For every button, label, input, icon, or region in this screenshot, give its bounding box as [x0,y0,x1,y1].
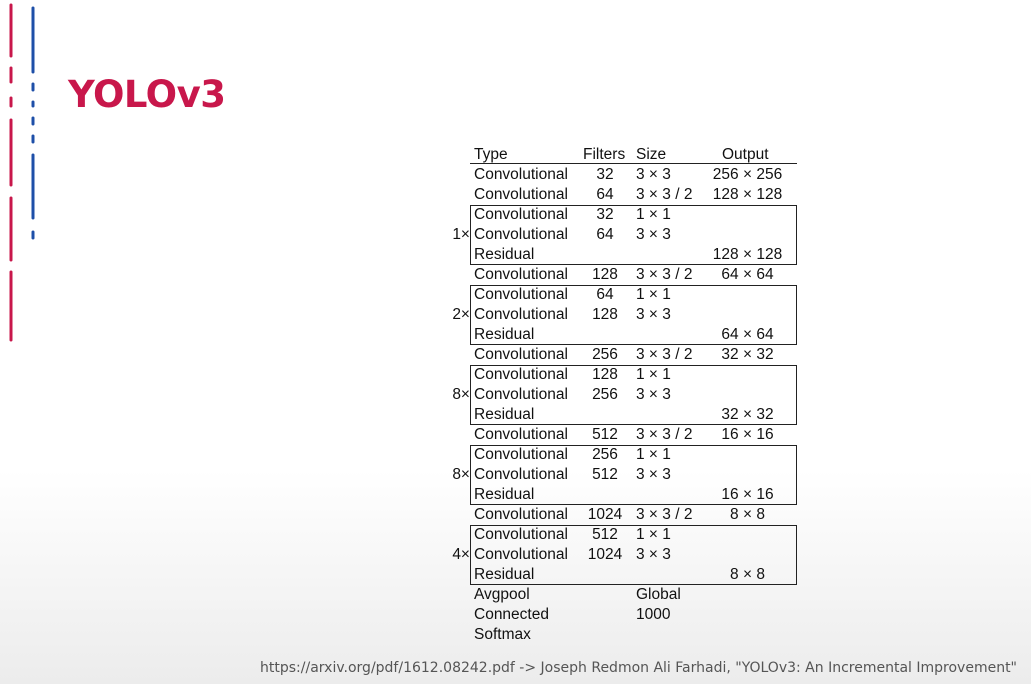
cell-size: 1 × 1 [636,286,671,303]
cell-filters: 256 [592,346,618,363]
cell-type: Residual [474,486,535,503]
cell-type: Convolutional [474,226,568,243]
cell-type: Convolutional [474,286,568,303]
cell-filters: 64 [596,226,614,243]
source-caption: https://arxiv.org/pdf/1612.08242.pdf -> Joseph Redmon Ali Farhadi, "YOLOv3: An Incremental Improvement" [260,660,1017,676]
header-size: Size [636,146,667,163]
block-multiplier: 4× [452,546,470,563]
cell-type: Convolutional [474,546,568,563]
cell-type: Residual [474,326,535,343]
cell-type: Convolutional [474,186,568,203]
cell-filters: 64 [596,186,614,203]
cell-size: 1 × 1 [636,206,671,223]
cell-type: Avgpool [474,586,530,603]
cell-output: 256 × 256 [712,166,783,183]
cell-filters: 1024 [587,506,623,523]
cell-size: 3 × 3 [636,306,671,323]
cell-size: 3 × 3 [636,226,671,243]
cell-size: 3 × 3 [636,166,671,183]
cell-filters: 32 [596,166,614,183]
cell-type: Connected [474,606,549,623]
cell-output: 32 × 32 [721,406,774,423]
block-multiplier: 2× [452,306,470,323]
cell-size: 1000 [636,606,671,623]
header-filters: Filters [583,146,626,163]
cell-output: 32 × 32 [721,346,774,363]
cell-output: 64 × 64 [721,326,774,343]
cell-size: 3 × 3 / 2 [636,506,693,523]
cell-type: Convolutional [474,266,568,283]
residual-block-box [470,445,797,505]
cell-type: Convolutional [474,426,568,443]
cell-size: 1 × 1 [636,366,671,383]
cell-size: 1 × 1 [636,526,671,543]
page-title: YOLOv3 [68,73,226,116]
residual-block-box [470,205,797,265]
cell-size: 3 × 3 [636,466,671,483]
left-accent-decoration [0,0,40,350]
cell-output: 128 × 128 [712,246,783,263]
residual-block-box [470,365,797,425]
cell-filters: 1024 [587,546,623,563]
cell-filters: 512 [592,466,618,483]
cell-filters: 512 [592,426,618,443]
cell-filters: 256 [592,386,618,403]
cell-type: Convolutional [474,386,568,403]
cell-size: 3 × 3 [636,386,671,403]
cell-filters: 32 [596,206,614,223]
cell-type: Convolutional [474,506,568,523]
cell-output: 128 × 128 [712,186,783,203]
block-multiplier: 8× [452,386,470,403]
cell-type: Convolutional [474,206,568,223]
cell-output: 16 × 16 [721,486,774,503]
cell-type: Convolutional [474,446,568,463]
cell-type: Convolutional [474,526,568,543]
cell-size: Global [636,586,681,603]
header-type: Type [474,146,508,163]
cell-output: 64 × 64 [721,266,774,283]
cell-type: Residual [474,566,535,583]
cell-size: 1 × 1 [636,446,671,463]
cell-filters: 256 [592,446,618,463]
cell-type: Convolutional [474,166,568,183]
cell-type: Convolutional [474,366,568,383]
cell-size: 3 × 3 / 2 [636,426,693,443]
header-output: Output [722,146,769,163]
cell-size: 3 × 3 / 2 [636,266,693,283]
cell-filters: 512 [592,526,618,543]
accent-lines-graphic [0,0,40,350]
cell-type: Residual [474,246,535,263]
cell-type: Residual [474,406,535,423]
cell-type: Convolutional [474,306,568,323]
cell-type: Softmax [474,626,531,643]
cell-filters: 128 [592,306,618,323]
cell-type: Convolutional [474,346,568,363]
cell-output: 8 × 8 [730,566,765,583]
cell-type: Convolutional [474,466,568,483]
cell-filters: 128 [592,366,618,383]
cell-size: 3 × 3 / 2 [636,346,693,363]
cell-filters: 128 [592,266,618,283]
residual-block-box [470,525,797,585]
cell-output: 8 × 8 [730,506,765,523]
cell-size: 3 × 3 / 2 [636,186,693,203]
residual-block-box [470,285,797,345]
architecture-table [440,145,800,650]
cell-size: 3 × 3 [636,546,671,563]
block-multiplier: 1× [452,226,470,243]
header-underline [470,163,797,164]
block-multiplier: 8× [452,466,470,483]
cell-filters: 64 [596,286,614,303]
cell-output: 16 × 16 [721,426,774,443]
